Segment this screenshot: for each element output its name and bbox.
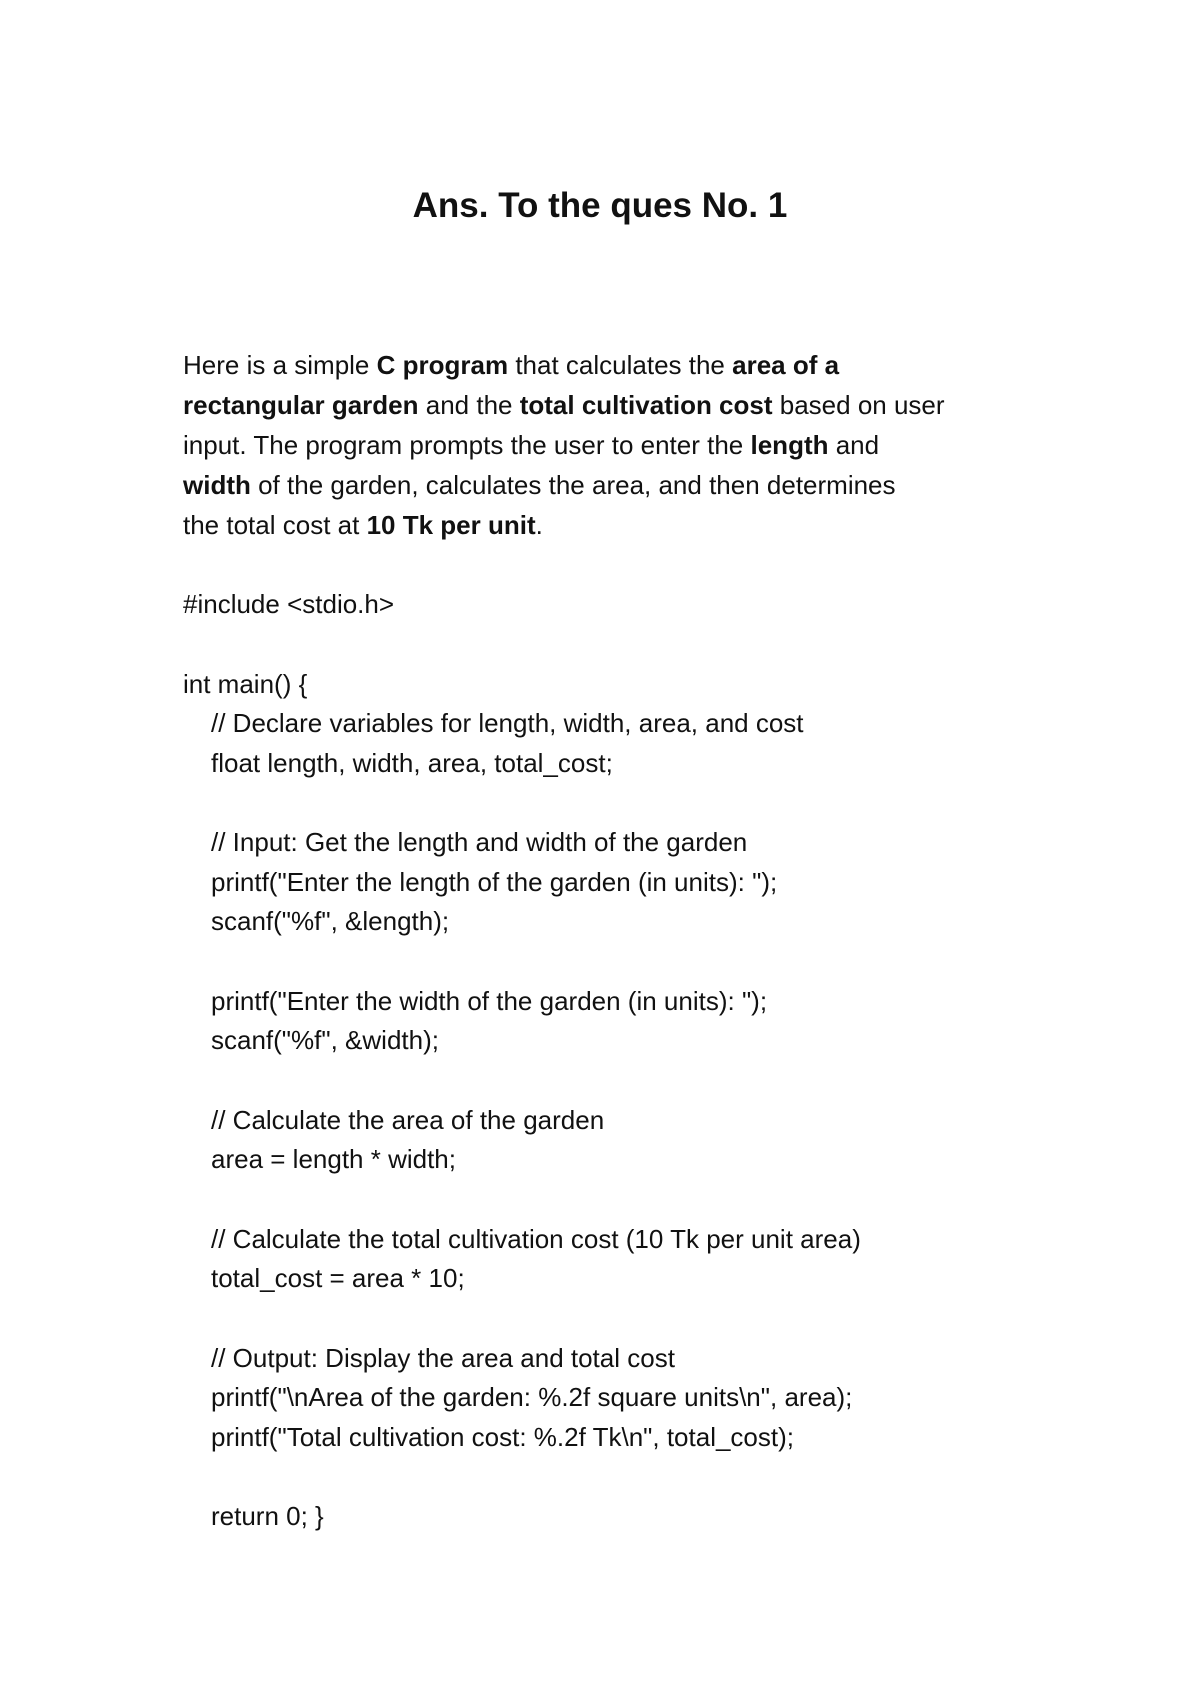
intro-text: and the bbox=[418, 390, 520, 420]
code-area-calc: area = length * width; bbox=[211, 1144, 456, 1174]
code-comment-output: // Output: Display the area and total cost bbox=[211, 1343, 675, 1373]
intro-bold-text: total cultivation cost bbox=[519, 390, 773, 420]
intro-bold-text: 10 Tk per unit bbox=[366, 510, 536, 540]
intro-text: that calculates the bbox=[508, 350, 733, 380]
code-comment-input: // Input: Get the length and width of the garden bbox=[211, 827, 748, 857]
code-return: return 0; } bbox=[211, 1501, 324, 1531]
code-scanf-length: scanf("%f", &length); bbox=[211, 906, 450, 936]
intro-bold-text: C program bbox=[376, 350, 509, 380]
code-printf-length: printf("Enter the length of the garden (in units): "); bbox=[211, 867, 778, 897]
intro-text: Here is a simple bbox=[183, 350, 377, 380]
intro-bold-text: length bbox=[750, 430, 829, 460]
intro-text: based on user bbox=[772, 390, 945, 420]
intro-bold-text: rectangular garden bbox=[183, 390, 419, 420]
code-comment-area: // Calculate the area of the garden bbox=[211, 1105, 605, 1135]
page-title: Ans. To the ques No. 1 bbox=[412, 186, 788, 225]
code-block bbox=[183, 0, 1083, 1531]
intro-text: . bbox=[535, 510, 543, 540]
code-comment-declare: // Declare variables for length, width, area, and cost bbox=[211, 708, 804, 738]
code-printf-area: printf("\nArea of the garden: %.2f square units\n", area); bbox=[211, 1382, 853, 1412]
intro-text: of the garden, calculates the area, and then determines bbox=[250, 470, 896, 500]
intro-bold-text: width bbox=[183, 470, 251, 500]
code-declaration: float length, width, area, total_cost; bbox=[211, 748, 613, 778]
intro-text: and bbox=[828, 430, 880, 460]
intro-text: input. The program prompts the user to enter the bbox=[183, 430, 751, 460]
code-cost-calc: total_cost = area * 10; bbox=[211, 1263, 465, 1293]
code-comment-cost: // Calculate the total cultivation cost (10 Tk per unit area) bbox=[211, 1224, 861, 1254]
code-include: #include <stdio.h> bbox=[183, 589, 395, 619]
intro-text: the total cost at bbox=[183, 510, 367, 540]
code-scanf-width: scanf("%f", &width); bbox=[211, 1025, 439, 1055]
code-printf-cost: printf("Total cultivation cost: %.2f Tk\n", total_cost); bbox=[211, 1422, 794, 1452]
code-main-open: int main() { bbox=[183, 669, 308, 699]
intro-bold-text: area of a bbox=[732, 350, 840, 380]
code-printf-width: printf("Enter the width of the garden (in units): "); bbox=[211, 986, 768, 1016]
